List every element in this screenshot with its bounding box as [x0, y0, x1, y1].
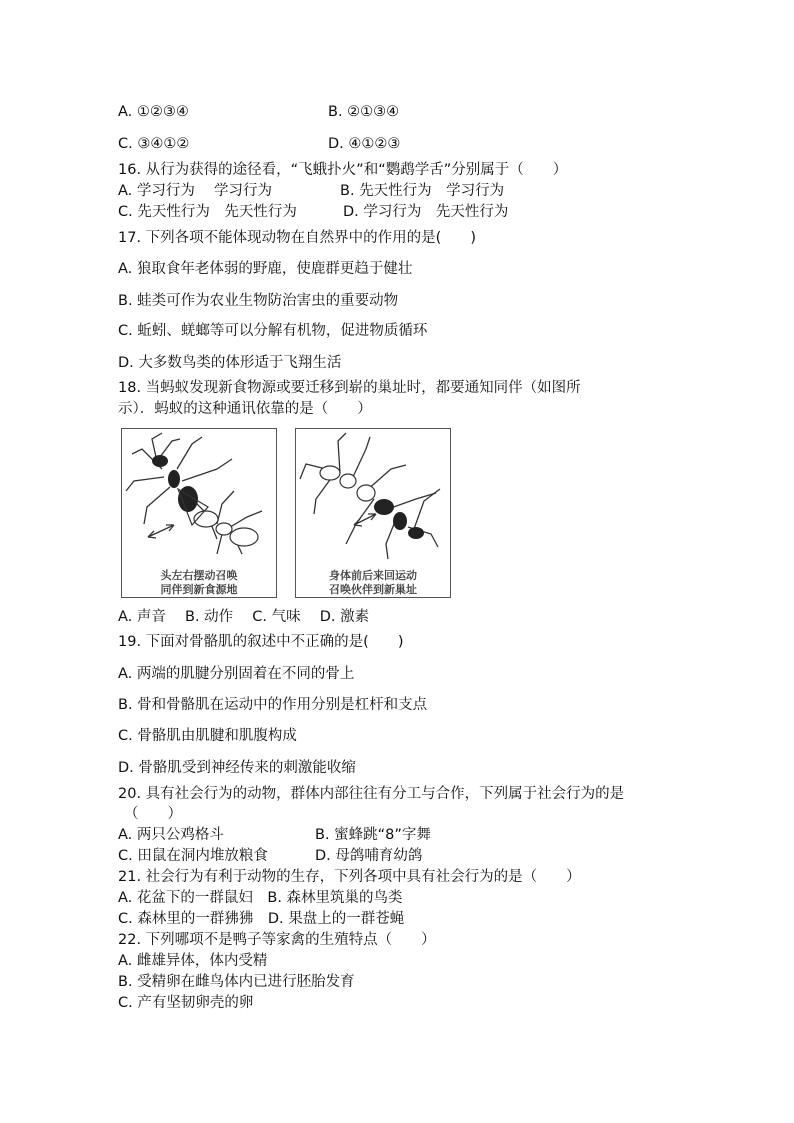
ant-head-wag-illustration	[122, 429, 276, 569]
fig1-caption-line2: 同伴到新食源地	[160, 583, 238, 596]
q16-option-a: A. 学习行为 学习行为	[118, 183, 272, 199]
q22-stem: 22. 下列哪项不是鸭子等家禽的生殖特点（ ）	[118, 932, 436, 948]
q15-option-a: A. ①②③④	[118, 104, 189, 120]
q15-option-b: B. ②①③④	[328, 104, 400, 120]
q22-option-b: B. 受精卵在雌鸟体内已进行胚胎发育	[118, 974, 355, 990]
q19-option-d: D. 骨骼肌受到神经传来的刺激能收缩	[118, 760, 356, 776]
q20-option-a: A. 两只公鸡格斗	[118, 827, 224, 843]
q17-option-b: B. 蛙类可作为农业生物防治害虫的重要动物	[118, 293, 399, 309]
q17-option-d: D. 大多数鸟类的体形适于飞翔生活	[118, 355, 342, 371]
q21-stem: 21. 社会行为有利于动物的生存，下列各项中具有社会行为的是（ ）	[118, 869, 581, 885]
q20-option-c: C. 田鼠在洞内堆放粮食	[118, 848, 268, 864]
q20-option-d: D. 母鸽哺育幼鸽	[315, 848, 423, 864]
q16-option-b: B. 先天性行为 学习行为	[340, 183, 505, 199]
q21-options-ab: A. 花盆下的一群鼠妇 B. 森林里筑巢的鸟类	[118, 890, 403, 906]
q17-option-a: A. 狼取食年老体弱的野鹿，使鹿群更趋于健壮	[118, 261, 413, 277]
q18-stem-line2: 示）．蚂蚁的这种通讯依靠的是（ ）	[118, 401, 372, 417]
q22-option-c: C. 产有坚韧卵壳的卵	[118, 995, 254, 1011]
q19-option-b: B. 骨和骨骼肌在运动中的作用分别是杠杆和支点	[118, 697, 428, 713]
q19-stem: 19. 下面对骨骼肌的叙述中不正确的是( )	[118, 634, 404, 650]
fig2-caption-line2: 召唤伙伴到新巢址	[329, 583, 417, 596]
q17-stem: 17. 下列各项不能体现动物在自然界中的作用的是( )	[118, 230, 476, 246]
ant-body-move-illustration	[296, 429, 450, 569]
q18-stem-line1: 18. 当蚂蚁发现新食物源或要迁移到崭的巢址时，都要通知同伴（如图所	[118, 380, 581, 396]
q17-option-c: C. 蚯蚓、蜣螂等可以分解有机物，促进物质循环	[118, 323, 428, 339]
q19-option-a: A. 两端的肌腱分别固着在不同的骨上	[118, 666, 355, 682]
q18-options: A. 声音 B. 动作 C. 气味 D. 激素	[118, 609, 370, 625]
fig2-caption-line1: 身体前后来回运动	[329, 569, 417, 582]
ant-figure-head-wag	[121, 428, 277, 598]
q20-stem-line1: 20. 具有社会行为的动物，群体内部往往有分工与合作，下列属于社会行为的是	[118, 786, 625, 802]
ant-figure-body-move	[295, 428, 451, 598]
q20-stem-line2: （ ）	[124, 806, 182, 822]
q15-option-d: D. ④①②③	[328, 136, 401, 152]
q16-stem: 16. 从行为获得的途径看，“飞蛾扑火”和“鹦鹉学舌”分别属于（ ）	[118, 162, 568, 178]
q20-option-b: B. 蜜蜂跳“8”字舞	[315, 827, 431, 843]
q22-option-a: A. 雌雄异体，体内受精	[118, 953, 268, 969]
fig1-caption-line1: 头左右摆动召唤	[160, 569, 238, 582]
q19-option-c: C. 骨骼肌由肌腱和肌腹构成	[118, 728, 297, 744]
q16-option-d: D. 学习行为 先天性行为	[343, 204, 509, 220]
q15-option-c: C. ③④①②	[118, 136, 190, 152]
q16-option-c: C. 先天性行为 先天性行为	[118, 204, 297, 220]
q21-options-cd: C. 森林里的一群狒狒 D. 果盘上的一群苍蝇	[118, 911, 405, 927]
